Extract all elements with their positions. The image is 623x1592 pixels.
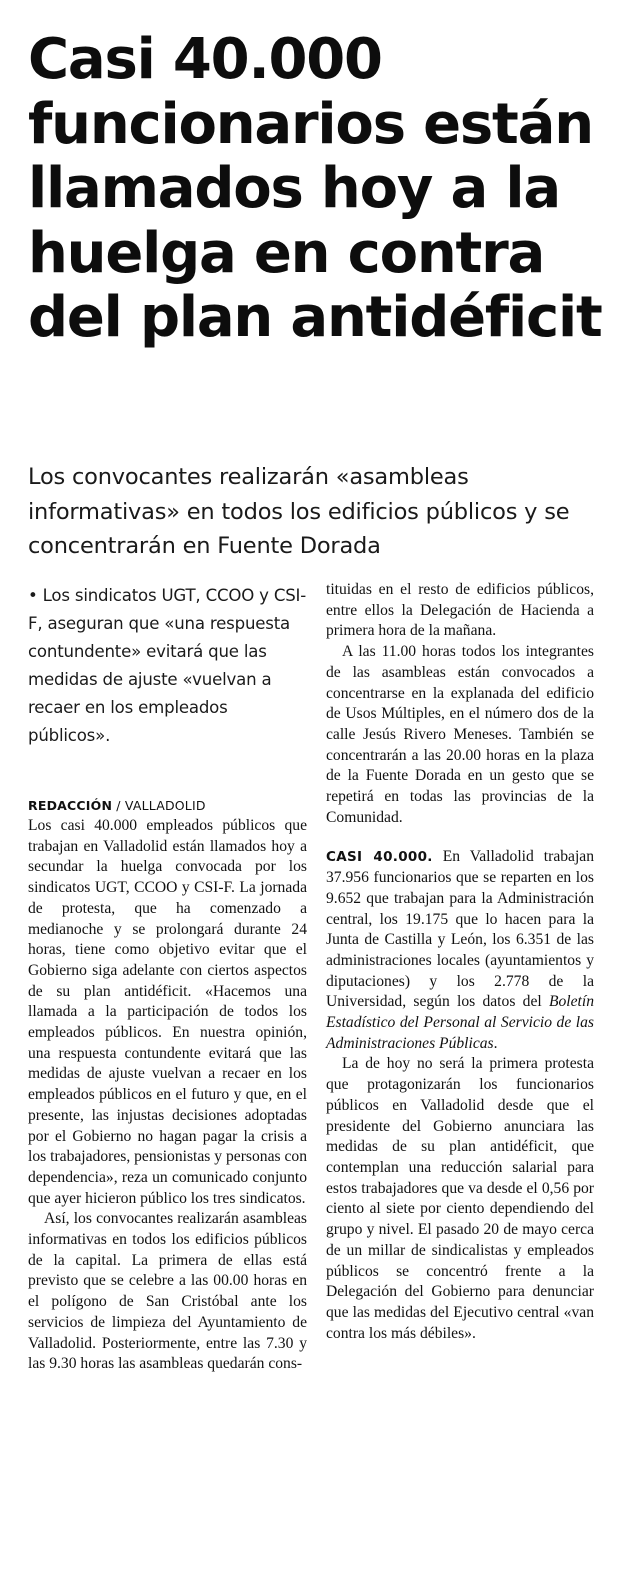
section-text-end: . (493, 1034, 498, 1052)
body-paragraph: La de hoy no será la primera protesta que protagonizarán los funcionarios públicos en Valladolid desde que el presidente del Gobierno anunciara las medidas de su plan antidéficit, que contemplan una reducción salarial para estos trabajadores que va desde el 0,56 por ciento al siete por ciento dependiendo del grupo y nivel. El pasado 20 de mayo cerca de un millar de sindicalistas y empleados públicos se concentró frente a la Delegación del Gobierno para denunciar que las medidas del Ejecutivo central «van contra los más débiles». (326, 1055, 594, 1342)
headline-line: huelga en contra (28, 220, 545, 286)
headline-line: del plan antidéficit (28, 285, 602, 350)
section-text: En Valladolid trabajan 37.956 funcionarios que se reparten en los 9.652 que trabajan para la Administración central, los 19.175 que lo hacen para la Junta de Castilla y León, los 6.351 de las administraciones locales (ayuntamientos y diputaciones) y los 2.778 de la Universidad, según los datos del (326, 848, 595, 1011)
byline-separator: / (112, 798, 125, 813)
body-paragraph: Así, los convocantes realizarán asambleas informativas en todos los edificios públicos de la capital. La primera de ellas está previsto que se celebre a las 00.00 horas en el polígono de San Cristóbal ante los servicios de limpieza del Ayuntamiento de Valladolid. Posteriormente, entre las 7.30 y las 9.30 horas las asambleas quedarán cons- (28, 1210, 307, 1373)
headline-line: Casi 40.000 (28, 27, 382, 92)
lead-summary: • Los sindicatos UGT, CCOO y CSI-F, aseguran que «una respuesta contundente» evitará que las medidas de ajuste «vuelvan a recaer en los empleados públicos». (28, 586, 307, 745)
body-paragraph: tituidas en el resto de edificios públicos, entre ellos la Delegación de Hacienda a primera hora de la mañana. (326, 581, 594, 640)
column-right (326, 580, 594, 1344)
column-left (28, 582, 307, 1375)
headline-line: llamados hoy a la (28, 156, 560, 221)
byline-place: VALLADOLID (124, 798, 206, 813)
headline-line: funcionarios están (28, 91, 593, 157)
publication-title: Boletín Estadístico del Personal al Servicio de las Administraciones Públicas (326, 993, 594, 1052)
section-rubric: CASI 40.000. (326, 849, 433, 866)
section-spacer (326, 828, 594, 847)
body-paragraph: Los casi 40.000 empleados públicos que trabajan en Valladolid están llamados hoy a secundar la huelga convocada por los sindicatos UGT, CCOO y CSI-F. La jornada de protesta, que ha comenzado a medianoche y se prolongará durante 24 horas, tiene como objetivo evitar que el Gobierno siga adelante con ciertos aspectos de su plan antidéficit. «Hacemos una llamada a la participación de todos los empleados públicos. En nuestra opinión, una respuesta contundente evitará que las medidas de ajuste vuelvan a recaer en los empleados públicos en el futuro y que, en el presente, las injustas decisiones adoptadas por el Gobierno no hagan pagar la crisis a los trabajadores, pensionistas y personas con dependencia», reza un comunicado conjunto que ayer hicieron público los tres sindicatos. (28, 817, 307, 1207)
section-paragraph (326, 847, 594, 1054)
subheadline: Los convocantes realizarán «asambleas informativas» en todos los edificios públicos y se concentrarán en Fuente Dorada (28, 464, 570, 559)
byline-author: REDACCIÓN (28, 798, 113, 813)
body-paragraph: A las 11.00 horas todos los integrantes de las asambleas están convocados a concentrarse en la explanada del edificio de Usos Múltiples, en el número dos de la calle Jesús Rivero Meneses. También se concentrarán a las 20.00 horas en la plaza de la Fuente Dorada en un gesto que se repetirá en todas las provincias de la Comunidad. (326, 643, 594, 826)
headline (28, 28, 608, 351)
byline (28, 796, 307, 816)
